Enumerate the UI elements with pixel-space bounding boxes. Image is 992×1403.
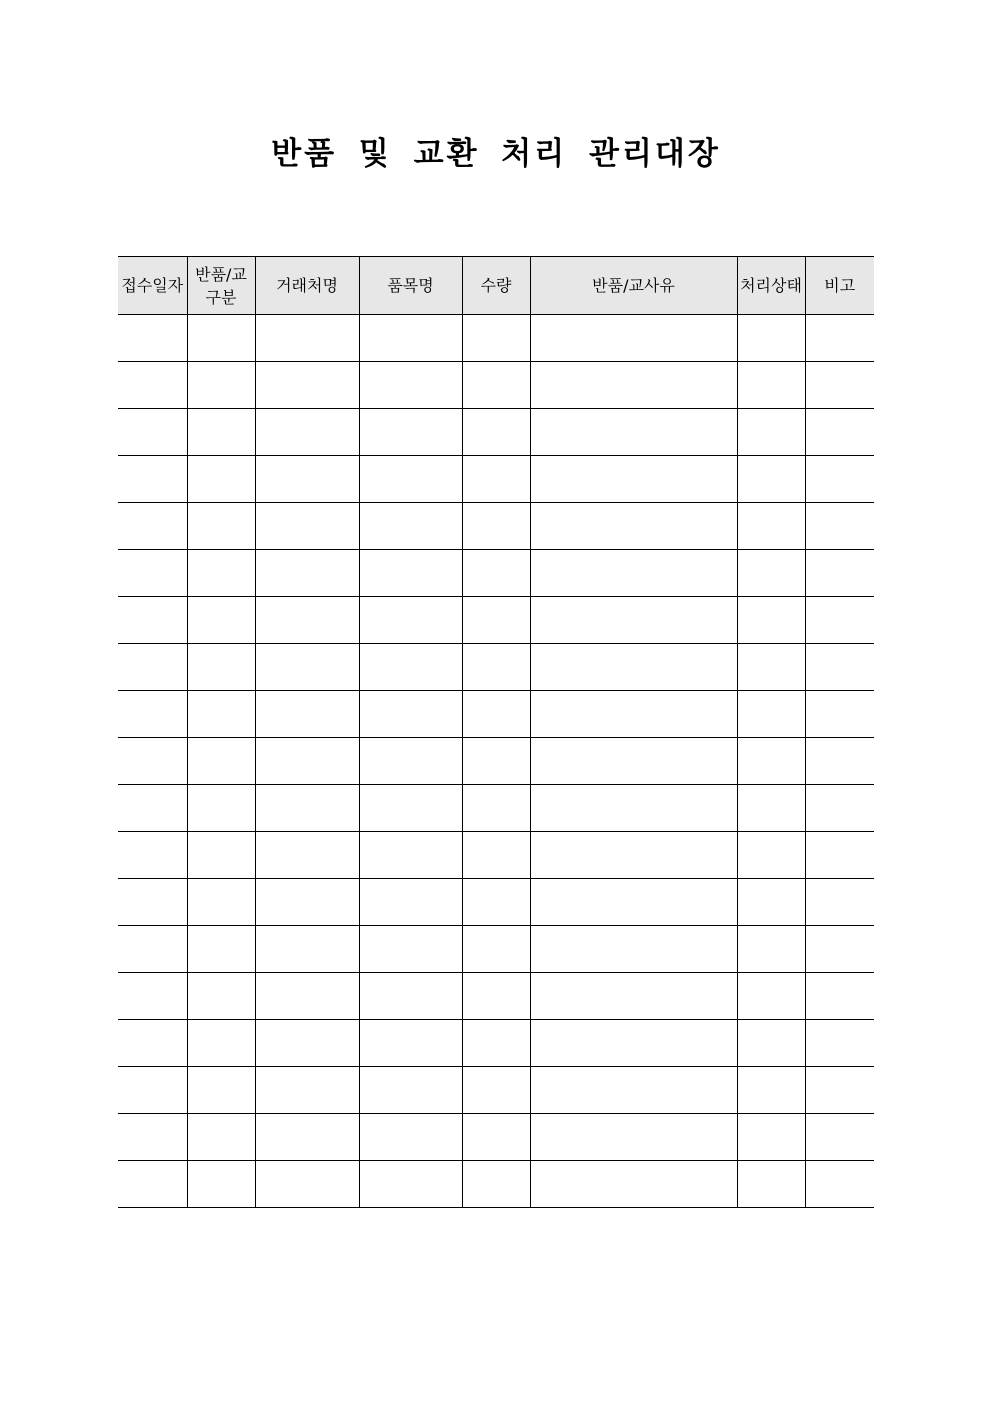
cell-remarks[interactable]: [805, 738, 874, 785]
cell-remarks[interactable]: [805, 1161, 874, 1208]
table-row: [118, 503, 874, 550]
cell-remarks[interactable]: [805, 1067, 874, 1114]
cell-status[interactable]: [737, 409, 805, 456]
cell-reason[interactable]: [530, 503, 737, 550]
cell-vendor[interactable]: [255, 832, 359, 879]
table-row: [118, 362, 874, 409]
cell-reason[interactable]: [530, 879, 737, 926]
cell-item[interactable]: [359, 1161, 462, 1208]
table-row: [118, 1114, 874, 1161]
cell-remarks[interactable]: [805, 785, 874, 832]
cell-vendor[interactable]: [255, 785, 359, 832]
cell-quantity[interactable]: [462, 973, 530, 1020]
table-row: [118, 644, 874, 691]
cell-type[interactable]: [187, 1067, 255, 1114]
cell-quantity[interactable]: [462, 691, 530, 738]
cell-quantity[interactable]: [462, 926, 530, 973]
cell-type[interactable]: [187, 1020, 255, 1067]
cell-type[interactable]: [187, 738, 255, 785]
cell-received-date[interactable]: [118, 1020, 187, 1067]
col-header-quantity: 수량: [462, 257, 530, 315]
cell-remarks[interactable]: [805, 550, 874, 597]
cell-type[interactable]: [187, 1114, 255, 1161]
col-header-status: 처리상태: [737, 257, 805, 315]
cell-quantity[interactable]: [462, 456, 530, 503]
cell-status[interactable]: [737, 973, 805, 1020]
cell-remarks[interactable]: [805, 691, 874, 738]
cell-status[interactable]: [737, 550, 805, 597]
col-header-remarks: 비고: [805, 257, 874, 315]
cell-reason[interactable]: [530, 1020, 737, 1067]
cell-item[interactable]: [359, 409, 462, 456]
table-row: [118, 456, 874, 503]
table-header: [118, 257, 874, 315]
col-header-reason: 반품/교사유: [530, 257, 737, 315]
table-row: [118, 973, 874, 1020]
cell-reason[interactable]: [530, 926, 737, 973]
cell-type[interactable]: [187, 409, 255, 456]
cell-vendor[interactable]: [255, 362, 359, 409]
cell-received-date[interactable]: [118, 691, 187, 738]
cell-reason[interactable]: [530, 973, 737, 1020]
cell-vendor[interactable]: [255, 691, 359, 738]
cell-remarks[interactable]: [805, 456, 874, 503]
cell-reason[interactable]: [530, 1114, 737, 1161]
ledger-table: [118, 256, 874, 1208]
cell-remarks[interactable]: [805, 644, 874, 691]
table-row: [118, 597, 874, 644]
cell-reason[interactable]: [530, 832, 737, 879]
cell-received-date[interactable]: [118, 315, 187, 362]
cell-quantity[interactable]: [462, 1020, 530, 1067]
cell-reason[interactable]: [530, 1067, 737, 1114]
cell-remarks[interactable]: [805, 362, 874, 409]
cell-status[interactable]: [737, 503, 805, 550]
cell-received-date[interactable]: [118, 785, 187, 832]
cell-reason[interactable]: [530, 785, 737, 832]
cell-vendor[interactable]: [255, 597, 359, 644]
cell-remarks[interactable]: [805, 409, 874, 456]
table-row: [118, 1067, 874, 1114]
cell-type[interactable]: [187, 362, 255, 409]
cell-status[interactable]: [737, 1020, 805, 1067]
cell-received-date[interactable]: [118, 597, 187, 644]
cell-reason[interactable]: [530, 597, 737, 644]
cell-remarks[interactable]: [805, 503, 874, 550]
page-title: 반품 및 교환 처리 관리대장: [271, 136, 721, 172]
cell-type[interactable]: [187, 1161, 255, 1208]
cell-quantity[interactable]: [462, 315, 530, 362]
cell-status[interactable]: [737, 879, 805, 926]
table-row: [118, 1020, 874, 1067]
cell-status[interactable]: [737, 597, 805, 644]
cell-type[interactable]: [187, 597, 255, 644]
cell-item[interactable]: [359, 550, 462, 597]
cell-status[interactable]: [737, 785, 805, 832]
cell-type[interactable]: [187, 503, 255, 550]
cell-item[interactable]: [359, 738, 462, 785]
cell-quantity[interactable]: [462, 550, 530, 597]
cell-received-date[interactable]: [118, 973, 187, 1020]
cell-remarks[interactable]: [805, 832, 874, 879]
cell-received-date[interactable]: [118, 926, 187, 973]
table-row: [118, 926, 874, 973]
col-header-item: 품목명: [359, 257, 462, 315]
cell-reason[interactable]: [530, 644, 737, 691]
cell-quantity[interactable]: [462, 1114, 530, 1161]
cell-remarks[interactable]: [805, 1114, 874, 1161]
cell-remarks[interactable]: [805, 1020, 874, 1067]
cell-vendor[interactable]: [255, 644, 359, 691]
cell-received-date[interactable]: [118, 832, 187, 879]
cell-reason[interactable]: [530, 691, 737, 738]
cell-quantity[interactable]: [462, 644, 530, 691]
cell-item[interactable]: [359, 1067, 462, 1114]
cell-vendor[interactable]: [255, 1067, 359, 1114]
cell-item[interactable]: [359, 315, 462, 362]
cell-item[interactable]: [359, 644, 462, 691]
cell-status[interactable]: [737, 1067, 805, 1114]
cell-quantity[interactable]: [462, 409, 530, 456]
cell-received-date[interactable]: [118, 503, 187, 550]
cell-status[interactable]: [737, 738, 805, 785]
cell-quantity[interactable]: [462, 597, 530, 644]
cell-type[interactable]: [187, 456, 255, 503]
cell-quantity[interactable]: [462, 832, 530, 879]
cell-remarks[interactable]: [805, 315, 874, 362]
cell-type[interactable]: [187, 832, 255, 879]
cell-quantity[interactable]: [462, 879, 530, 926]
cell-received-date[interactable]: [118, 738, 187, 785]
cell-type[interactable]: [187, 550, 255, 597]
cell-item[interactable]: [359, 832, 462, 879]
cell-received-date[interactable]: [118, 362, 187, 409]
table-body: [118, 315, 874, 1208]
cell-quantity[interactable]: [462, 362, 530, 409]
cell-reason[interactable]: [530, 362, 737, 409]
col-header-type: 반품/교구분: [187, 257, 255, 315]
cell-vendor[interactable]: [255, 409, 359, 456]
cell-quantity[interactable]: [462, 1067, 530, 1114]
cell-status[interactable]: [737, 1114, 805, 1161]
cell-vendor[interactable]: [255, 973, 359, 1020]
table-row: [118, 1161, 874, 1208]
cell-status[interactable]: [737, 644, 805, 691]
cell-type[interactable]: [187, 879, 255, 926]
cell-received-date[interactable]: [118, 550, 187, 597]
cell-item[interactable]: [359, 456, 462, 503]
cell-vendor[interactable]: [255, 926, 359, 973]
table-row: [118, 315, 874, 362]
cell-type[interactable]: [187, 315, 255, 362]
cell-vendor[interactable]: [255, 738, 359, 785]
cell-item[interactable]: [359, 1114, 462, 1161]
table-row: [118, 785, 874, 832]
cell-status[interactable]: [737, 315, 805, 362]
cell-item[interactable]: [359, 926, 462, 973]
cell-quantity[interactable]: [462, 785, 530, 832]
cell-vendor[interactable]: [255, 550, 359, 597]
cell-item[interactable]: [359, 1020, 462, 1067]
cell-quantity[interactable]: [462, 1161, 530, 1208]
header-row: [118, 257, 874, 315]
cell-item[interactable]: [359, 785, 462, 832]
cell-quantity[interactable]: [462, 503, 530, 550]
cell-status[interactable]: [737, 456, 805, 503]
cell-type[interactable]: [187, 926, 255, 973]
cell-item[interactable]: [359, 879, 462, 926]
cell-vendor[interactable]: [255, 456, 359, 503]
cell-vendor[interactable]: [255, 1161, 359, 1208]
table-row: [118, 879, 874, 926]
cell-reason[interactable]: [530, 315, 737, 362]
cell-type[interactable]: [187, 785, 255, 832]
cell-reason[interactable]: [530, 456, 737, 503]
cell-vendor[interactable]: [255, 879, 359, 926]
col-header-received-date: 접수일자: [118, 257, 187, 315]
cell-vendor[interactable]: [255, 503, 359, 550]
table-row: [118, 691, 874, 738]
cell-vendor[interactable]: [255, 1020, 359, 1067]
cell-remarks[interactable]: [805, 597, 874, 644]
cell-status[interactable]: [737, 691, 805, 738]
table-row: [118, 550, 874, 597]
cell-vendor[interactable]: [255, 1114, 359, 1161]
cell-remarks[interactable]: [805, 879, 874, 926]
cell-status[interactable]: [737, 832, 805, 879]
cell-quantity[interactable]: [462, 738, 530, 785]
cell-remarks[interactable]: [805, 926, 874, 973]
cell-received-date[interactable]: [118, 1161, 187, 1208]
cell-status[interactable]: [737, 1161, 805, 1208]
cell-item[interactable]: [359, 362, 462, 409]
col-header-vendor: 거래처명: [255, 257, 359, 315]
cell-status[interactable]: [737, 926, 805, 973]
cell-received-date[interactable]: [118, 1114, 187, 1161]
cell-reason[interactable]: [530, 409, 737, 456]
table-row: [118, 738, 874, 785]
cell-type[interactable]: [187, 691, 255, 738]
cell-vendor[interactable]: [255, 315, 359, 362]
cell-item[interactable]: [359, 503, 462, 550]
cell-received-date[interactable]: [118, 409, 187, 456]
cell-reason[interactable]: [530, 1161, 737, 1208]
cell-received-date[interactable]: [118, 879, 187, 926]
cell-received-date[interactable]: [118, 1067, 187, 1114]
table-row: [118, 832, 874, 879]
cell-remarks[interactable]: [805, 973, 874, 1020]
cell-received-date[interactable]: [118, 644, 187, 691]
cell-item[interactable]: [359, 597, 462, 644]
cell-type[interactable]: [187, 973, 255, 1020]
table-row: [118, 409, 874, 456]
cell-reason[interactable]: [530, 738, 737, 785]
cell-received-date[interactable]: [118, 456, 187, 503]
cell-item[interactable]: [359, 973, 462, 1020]
cell-item[interactable]: [359, 691, 462, 738]
cell-status[interactable]: [737, 362, 805, 409]
cell-type[interactable]: [187, 644, 255, 691]
cell-reason[interactable]: [530, 550, 737, 597]
